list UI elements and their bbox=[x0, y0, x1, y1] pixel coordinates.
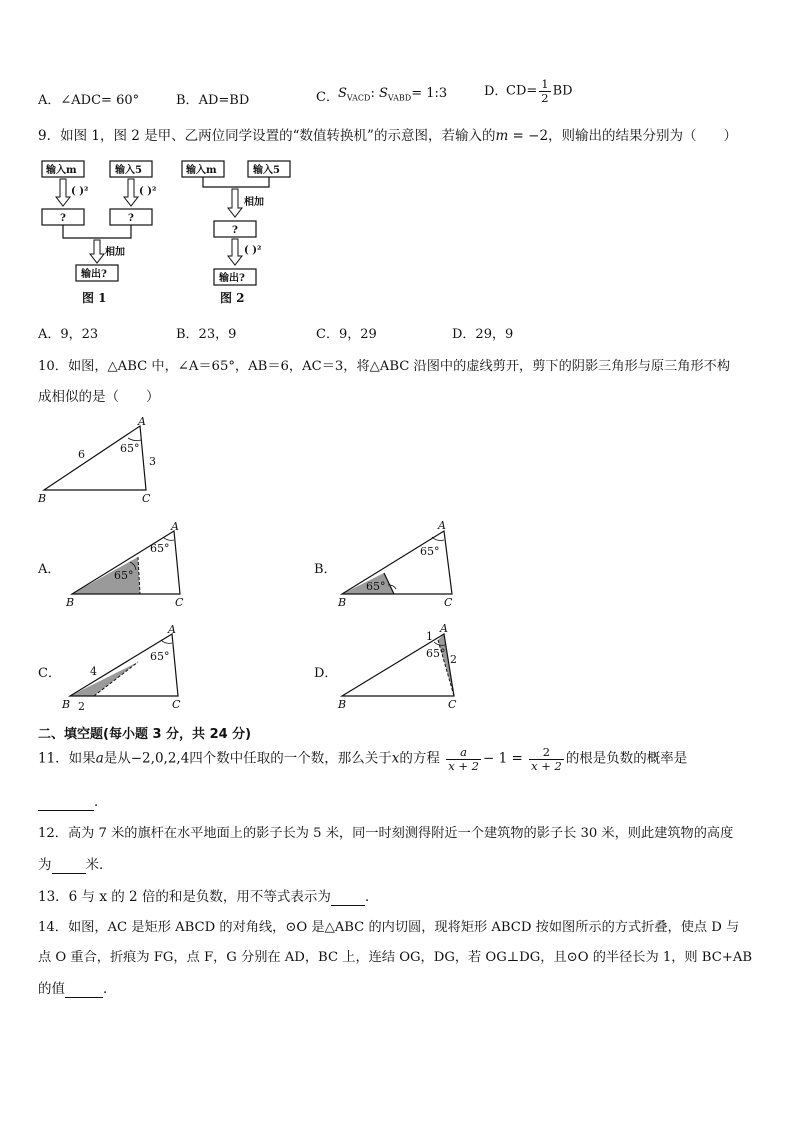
label-angle-2: 65° bbox=[366, 580, 386, 593]
label-ac-3: 3 bbox=[149, 455, 156, 468]
label-4: 4 bbox=[90, 665, 97, 678]
triangle-outline bbox=[342, 531, 452, 594]
fig1-op2: ( )² bbox=[139, 186, 157, 197]
fig2-label: 图 2 bbox=[220, 291, 245, 305]
label-2: 2 bbox=[450, 653, 457, 666]
fig1-q2: ? bbox=[128, 213, 134, 224]
fig2-q: ? bbox=[232, 225, 238, 236]
label-a: A bbox=[440, 622, 448, 635]
q9-stem: 9．如图 1，图 2 是甲、乙两位同学设置的“数值转换机”的示意图，若输入的m = −2，则输出的结果分别为（ ） bbox=[38, 128, 738, 144]
label-c: C bbox=[444, 596, 453, 609]
label-b: B bbox=[338, 596, 347, 609]
fig2-op: ( )² bbox=[244, 245, 262, 256]
label-angle: 65° bbox=[150, 650, 170, 663]
fig2-arrow-square bbox=[228, 239, 242, 265]
fig1-arrow-2 bbox=[124, 179, 138, 206]
cut-line bbox=[94, 662, 138, 696]
fig2-out: 输出? bbox=[219, 273, 245, 284]
q14-stem-line1: 14．如图，AC 是矩形 ABCD 的对角线，⊙O 是△ABC 的内切圆，现将矩形 ABCD 按如图所示的方式折叠，使点 D 与 bbox=[38, 920, 740, 935]
fig1-arrow-1 bbox=[56, 179, 70, 206]
q10-option-b-figure bbox=[334, 515, 474, 610]
q10-option-d-figure bbox=[334, 620, 474, 715]
fig2-in2: 输入5 bbox=[253, 165, 280, 176]
fig2-add: 相加 bbox=[244, 197, 264, 208]
q10-option-c-figure bbox=[58, 620, 198, 715]
q8-option-a: A．∠ADC= 60° bbox=[38, 93, 140, 108]
q14-stem-line2: 点 O 重合，折痕为 FG，点 F，G 分别在 AD，BC 上，连结 OG，DG，若 OG⊥DG，且⊙O 的半径长为 1，则 BC+AB bbox=[38, 950, 753, 965]
q12-stem-line2: 为 米． bbox=[38, 857, 113, 873]
q10-stem-line1: 10．如图，△ABC 中，∠A＝65°，AB＝6，AC＝3，将△ABC 沿图中的虚线剪开，剪下的阴影三角形与原三角形不构 bbox=[38, 359, 731, 374]
q8-option-c: C． bbox=[316, 90, 339, 105]
q8-option-c-math: $S_{VACD}$: $S_{VABD}=$ 1:3 bbox=[338, 86, 448, 103]
fig1-arrow-add bbox=[90, 240, 104, 263]
label-b: B bbox=[38, 492, 47, 505]
q8-option-b: B．AD=BD bbox=[176, 93, 250, 108]
q10-option-d-letter: D． bbox=[314, 666, 338, 681]
fig2-join-line bbox=[203, 177, 269, 187]
angle-arc bbox=[128, 438, 141, 441]
label-b: B bbox=[338, 698, 347, 711]
q11-stem: 11．如果a是从−2,0,2,4四个数中任取的一个数，那么关于x的方程 $\frac{a}{x + 2}$ − 1 = $\frac{2}{x + 2}$ 的根是负数的概率是 bbox=[38, 745, 688, 773]
label-angle: 65° bbox=[426, 647, 446, 660]
label-c: C bbox=[175, 596, 184, 609]
angle-arc-a bbox=[163, 537, 174, 540]
q11-fraction-1: $\frac{a}{x + 2}$ bbox=[448, 745, 479, 773]
q9-option-b: B．23，9 bbox=[176, 327, 237, 342]
angle-arc-a bbox=[161, 640, 172, 643]
label-angle-1: 65° bbox=[150, 542, 170, 555]
q9-option-c: C．9，29 bbox=[316, 327, 377, 342]
label-a: A bbox=[438, 519, 446, 532]
label-a: A bbox=[168, 623, 176, 636]
fig2-arrow-add bbox=[228, 189, 242, 217]
q10-option-c-letter: C． bbox=[38, 666, 61, 681]
triangle-outline bbox=[342, 634, 454, 696]
fig1-add: 相加 bbox=[105, 247, 125, 258]
fig1-label: 图 1 bbox=[82, 291, 107, 305]
q10-main-triangle bbox=[30, 412, 170, 507]
triangle-outline bbox=[70, 634, 178, 696]
shaded-triangle bbox=[70, 662, 138, 696]
label-ab-6: 6 bbox=[78, 448, 85, 461]
q9-option-a: A．9，23 bbox=[38, 327, 99, 342]
q11-answer-blank[interactable] bbox=[38, 794, 94, 811]
fig1-q1: ? bbox=[60, 213, 66, 224]
fig1-join-line bbox=[63, 225, 131, 238]
label-angle: 65° bbox=[120, 442, 140, 455]
q14-answer-blank[interactable] bbox=[65, 981, 103, 998]
label-c: C bbox=[448, 698, 457, 711]
q9-figures bbox=[36, 155, 296, 310]
section-2-heading: 二、填空题(每小题 3 分，共 24 分) bbox=[38, 727, 252, 742]
label-b: B bbox=[62, 698, 71, 711]
label-angle-1: 65° bbox=[420, 545, 440, 558]
q12-answer-blank[interactable] bbox=[52, 857, 86, 874]
label-2: 2 bbox=[78, 700, 85, 713]
q13-answer-blank[interactable] bbox=[331, 889, 365, 906]
triangle-abc bbox=[44, 426, 146, 490]
label-c: C bbox=[172, 698, 181, 711]
label-1: 1 bbox=[426, 630, 433, 643]
q8-option-d-math: CD= $\frac{1}{2}$ BD bbox=[506, 77, 573, 105]
label-c: C bbox=[142, 492, 151, 505]
q12-stem-line1: 12．高为 7 米的旗杆在水平地面上的影子长为 5 米，同一时刻测得附近一个建筑物的影子长 30 米，则此建筑物的高度 bbox=[38, 826, 734, 841]
q10-option-a-letter: A． bbox=[38, 562, 61, 577]
label-b: B bbox=[66, 596, 75, 609]
fig1-in2: 输入5 bbox=[115, 165, 142, 176]
label-a: A bbox=[171, 520, 179, 533]
label-angle-2: 65° bbox=[114, 569, 134, 582]
fig1-op1: ( )² bbox=[71, 186, 89, 197]
fig1-in1: 输入m bbox=[46, 165, 77, 176]
q10-option-b-letter: B． bbox=[314, 562, 337, 577]
q14-stem-line3: 的值 ． bbox=[38, 981, 117, 997]
q11-fraction-2: $\frac{2}{x + 2}$ bbox=[531, 745, 562, 773]
fig1-out: 输出? bbox=[81, 269, 107, 280]
q11-answer: ． bbox=[38, 790, 108, 811]
fig2-in1: 输入m bbox=[186, 165, 217, 176]
label-a: A bbox=[138, 415, 146, 428]
q8-option-d: D． bbox=[484, 84, 508, 99]
q10-option-a-figure bbox=[60, 515, 200, 610]
q9-option-d: D．29，9 bbox=[452, 327, 514, 342]
q10-stem-line2: 成相似的是（ ） bbox=[38, 389, 160, 405]
q13-stem: 13．6 与 x 的 2 倍的和是负数，用不等式表示为 ． bbox=[38, 889, 379, 905]
